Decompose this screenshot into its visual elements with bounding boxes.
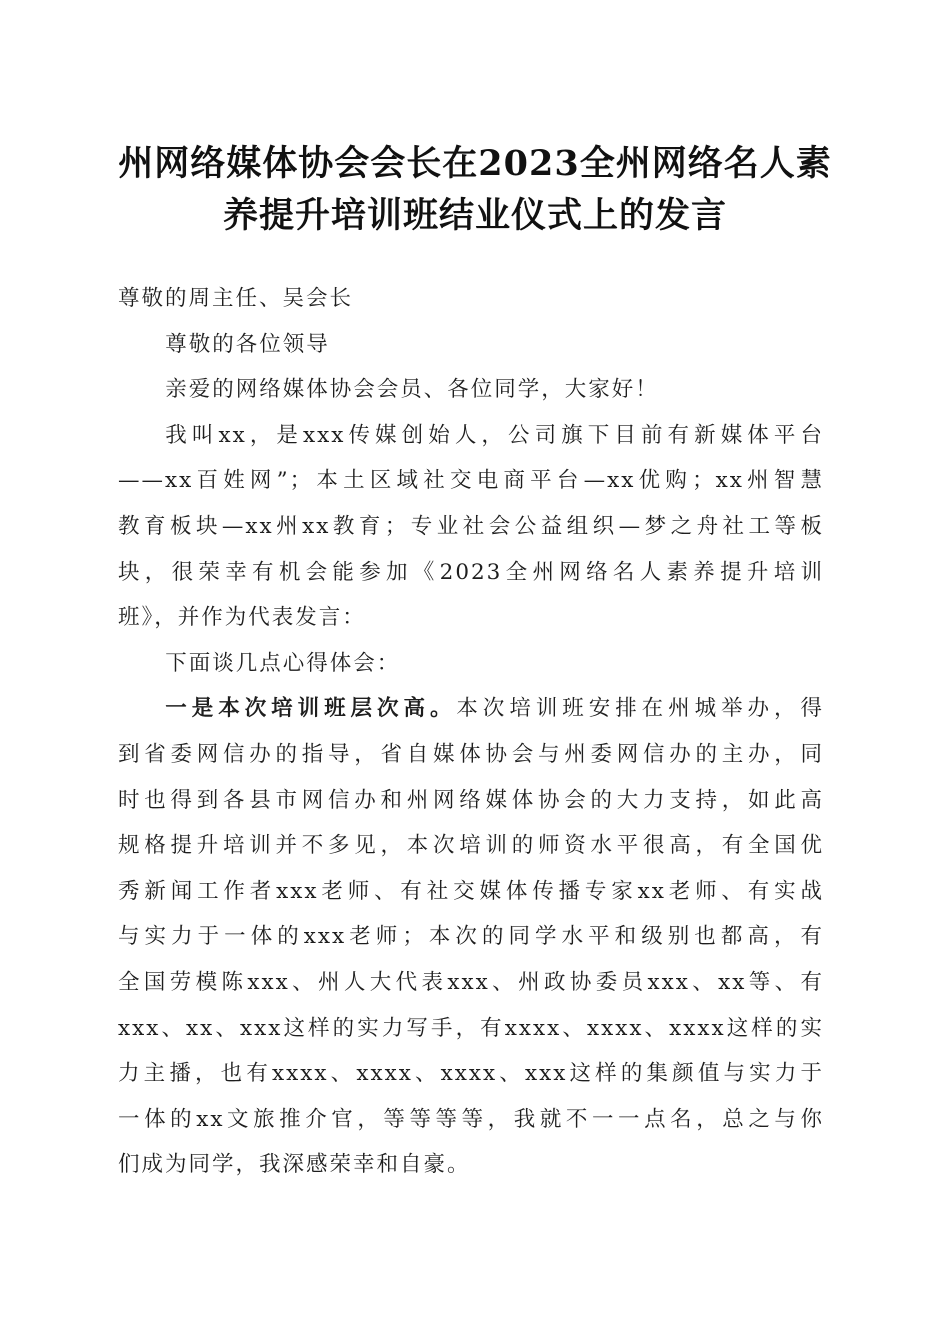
salutation-line: 亲爱的网络媒体协会会员、各位同学，大家好！ — [165, 377, 659, 403]
point-one-heading: 一是本次培训班层次高。 — [165, 696, 457, 722]
paragraph-line: 力主播，也有xxxx、xxxx、xxxx、xxx这样的集颜值与实力于 — [118, 1061, 824, 1087]
paragraph-line: 全国劳模陈xxx、州人大代表xxx、州政协委员xxx、xx等、有 — [118, 969, 824, 995]
paragraph-line: 班》，并作为代表发言： — [118, 605, 366, 631]
paragraph-line: xxx、xx、xxx这样的实力写手，有xxxx、xxxx、xxxx这样的实 — [118, 1015, 824, 1041]
intro-paragraph — [118, 413, 824, 641]
document-body — [118, 276, 824, 1188]
paragraph-line: 教育板块—xx州xx教育；专业社会公益组织—梦之舟社工等板 — [118, 513, 824, 539]
title-line-2: 养提升培训班结业仪式上的发言 — [222, 195, 727, 236]
point-one-paragraph — [118, 686, 824, 1188]
paragraph-line: 与实力于一体的xxx老师；本次的同学水平和级别也都高，有 — [118, 924, 824, 950]
paragraph-line: 规格提升培训并不多见，本次培训的师资水平很高，有全国优 — [118, 833, 824, 859]
paragraph-line-text: 本次培训班安排在州城举办，得 — [456, 696, 824, 722]
salutation-line: 尊敬的周主任、吴会长 — [118, 286, 354, 311]
title-line-1: 州网络媒体协会会长在2023全州网络名人素 — [118, 143, 832, 184]
paragraph-line: 到省委网信办的指导，省自媒体协会与州委网信办的主办，同 — [118, 741, 824, 767]
paragraph-line: 们成为同学，我深感荣幸和自豪。 — [118, 1152, 471, 1178]
paragraph-line: ——xx百姓网”；本土区域社交电商平台—xx优购；xx州智慧 — [118, 468, 824, 494]
salutation-line: 尊敬的各位领导 — [165, 331, 330, 357]
paragraph-line — [118, 686, 824, 732]
paragraph-line: 块，很荣幸有机会能参加《2023全州网络名人素养提升培训 — [118, 559, 824, 585]
paragraph-line: 时也得到各县市网信办和州网络媒体协会的大力支持，如此高 — [118, 787, 824, 813]
paragraph-line: 一体的xx文旅推介官，等等等等，我就不一一点名，总之与你 — [118, 1106, 824, 1132]
paragraph-line: 秀新闻工作者xxx老师、有社交媒体传播专家xx老师、有实战 — [118, 878, 824, 904]
paragraph-line: 我叫xx，是xxx传媒创始人，公司旗下目前有新媒体平台 — [165, 422, 824, 448]
lead-in-line: 下面谈几点心得体会： — [165, 650, 401, 676]
document-title — [118, 138, 832, 242]
